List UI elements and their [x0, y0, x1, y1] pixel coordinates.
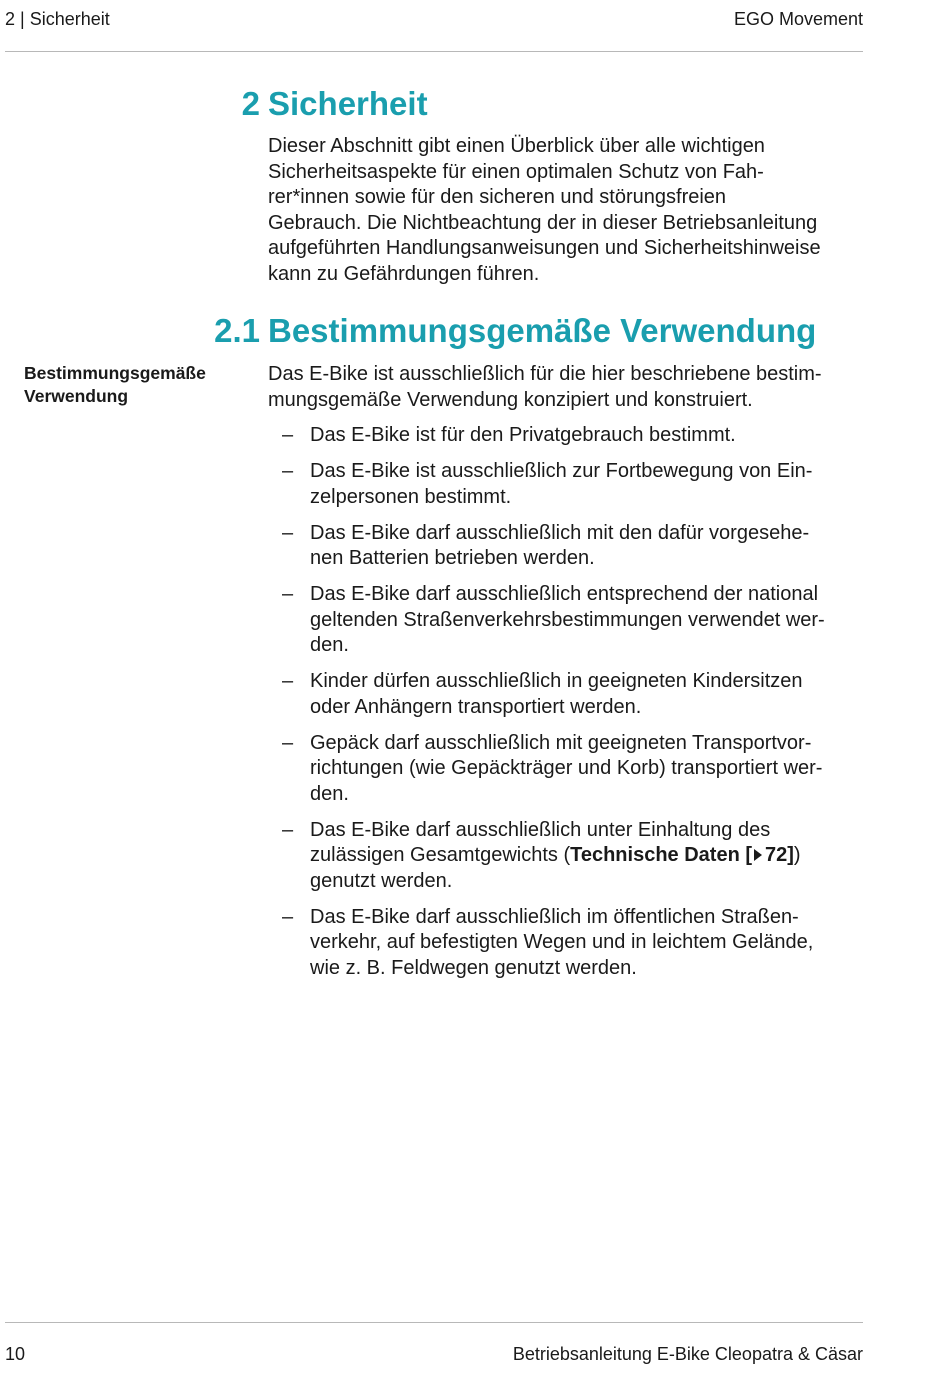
text-line: genutzt werden. — [310, 869, 453, 892]
list-dash: – — [282, 521, 294, 544]
text-line: Das E-Bike darf ausschließlich unter Einhaltung des — [310, 818, 771, 841]
cross-reference-title: Technische Daten [ — [570, 844, 753, 866]
text-fragment: ) — [793, 844, 801, 866]
text-line: Sicherheitsaspekte für einen optimalen Schutz von Fah- — [268, 160, 764, 183]
text-line: Gepäck darf ausschließlich mit geeigneten Transportvor- — [310, 731, 812, 754]
text-line: nen Batterien betrieben werden. — [310, 547, 595, 569]
section-title: Sicherheit — [268, 85, 428, 122]
list-dash: – — [282, 905, 294, 928]
list-dash: – — [282, 731, 294, 754]
subsection-intro-paragraph — [268, 362, 888, 413]
text-line: Das E-Bike ist ausschließlich für die hier beschriebene bestim- — [268, 363, 822, 385]
text-line — [310, 843, 888, 869]
text-line: geltenden Straßenverkehrsbestimmungen verwendet wer- — [310, 608, 825, 631]
text-line: kann zu Gefährdungen führen. — [268, 262, 540, 285]
list-item — [268, 521, 888, 572]
list-item — [268, 423, 888, 449]
list-dash: – — [282, 424, 294, 446]
margin-note-line: Verwendung — [24, 385, 129, 406]
text-line: oder Anhängern transportiert werden. — [310, 695, 642, 718]
section-intro-paragraph — [268, 134, 888, 287]
cross-reference-link[interactable] — [570, 844, 794, 866]
text-line: Das E-Bike ist ausschließlich zur Fortbewegung von Ein- — [310, 460, 813, 482]
page-arrow-icon — [754, 849, 762, 861]
text-line: Gebrauch. Die Nichtbeachtung der in dieser Betriebsanleitung — [268, 211, 818, 234]
header-divider — [5, 51, 863, 52]
text-line: Das E-Bike ist für den Privatgebrauch bestimmt. — [310, 424, 736, 446]
list-dash: – — [282, 583, 294, 605]
list-item — [268, 582, 888, 659]
document-title: Betriebsanleitung E-Bike Cleopatra & Cäsar — [512, 1344, 863, 1364]
text-line: Das E-Bike darf ausschließlich im öffentlichen Straßen- — [310, 905, 799, 928]
text-line: wie z. B. Feldwegen genutzt werden. — [310, 956, 637, 979]
list-dash: – — [282, 670, 294, 692]
list-dash: – — [282, 460, 294, 482]
cross-reference-page: 72] — [765, 844, 794, 866]
text-line: mungsgemäße Verwendung konzipiert und konstruiert. — [268, 388, 753, 411]
text-line: Das E-Bike darf ausschließlich mit den dafür vorgesehe- — [310, 521, 810, 544]
list-item — [268, 905, 888, 982]
subsection-number: 2.1 — [214, 312, 260, 349]
text-line: den. — [310, 782, 349, 805]
page-number: 10 — [5, 1344, 26, 1364]
text-line: richtungen (wie Gepäckträger und Korb) transportiert wer- — [310, 757, 823, 779]
margin-note-line: Bestimmungsgemäße — [24, 363, 206, 383]
section-number: 2 — [241, 85, 260, 122]
text-line: Kinder dürfen ausschließlich in geeigneten Kindersitzen — [310, 670, 803, 692]
text-line: verkehr, auf befestigten Wegen und in leichtem Gelände, — [310, 931, 814, 953]
list-item — [268, 669, 888, 720]
text-line: zelpersonen bestimmt. — [310, 485, 512, 508]
list-item — [268, 818, 888, 895]
running-header-section: 2 | Sicherheit — [5, 9, 110, 29]
usage-rules-list — [268, 423, 888, 992]
footer-divider — [5, 1322, 863, 1323]
running-header-brand: EGO Movement — [733, 9, 863, 29]
list-item — [268, 731, 888, 808]
subsection-title: Bestimmungsgemäße Verwendung — [268, 312, 817, 349]
text-fragment: zulässigen Gesamtgewichts ( — [310, 844, 571, 866]
text-line: Dieser Abschnitt gibt einen Überblick über alle wichtigen — [268, 135, 765, 157]
margin-note — [24, 362, 244, 407]
text-line: rer*innen sowie für den sicheren und störungsfreien — [268, 186, 727, 208]
list-dash: – — [282, 818, 294, 841]
text-line: aufgeführten Handlungsanweisungen und Sicherheitshinweise — [268, 237, 821, 259]
text-line: den. — [310, 634, 349, 656]
list-item — [268, 459, 888, 510]
text-line: Das E-Bike darf ausschließlich entsprechend der national — [310, 583, 819, 605]
